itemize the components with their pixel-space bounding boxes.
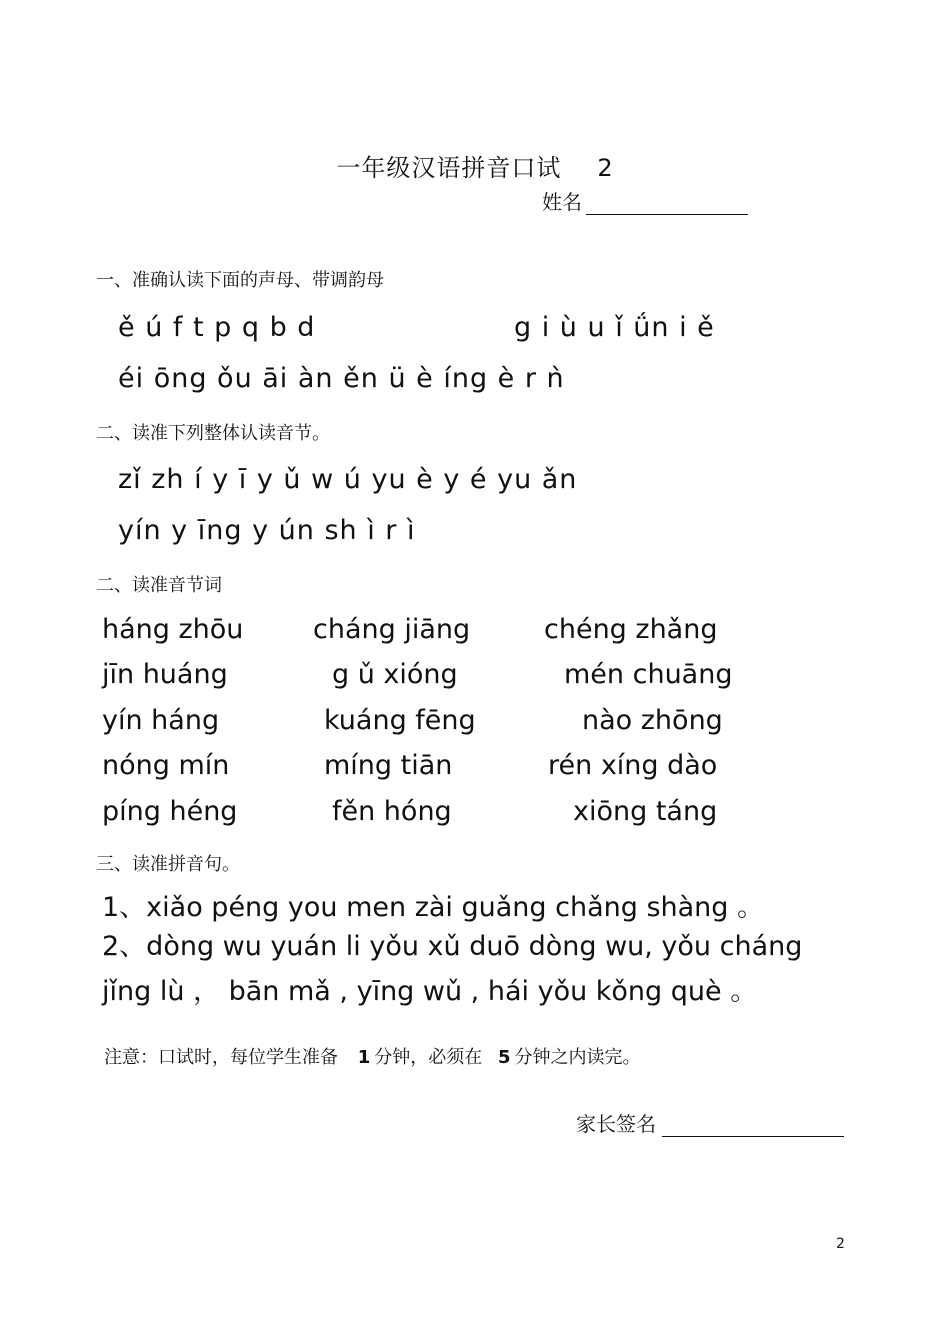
word-cell: xiōng táng [573, 796, 718, 827]
name-blank-line[interactable] [586, 194, 748, 215]
word-cell: g ǔ xióng [332, 659, 458, 690]
word-cell: kuáng fēng [324, 705, 476, 736]
word-cell: háng zhōu [102, 614, 244, 645]
word-cell: mén chuāng [564, 659, 733, 690]
section1-heading: 一、准确认读下面的声母、带调韵母 [96, 270, 384, 291]
word-cell: jīn huáng [102, 659, 228, 690]
section1-row2: éi ōng ǒu āi àn ěn ü è íng è r ǹ [118, 363, 565, 394]
sentence-2-line2: jǐng lù ， bān mǎ , yīng wǔ , hái yǒu kǒng què 。 [102, 976, 758, 1007]
instruction-note [104, 1043, 641, 1069]
section2-row1: zǐ zh í y ī y ǔ w ú yu è y é yu ǎn [118, 464, 578, 495]
name-label: 姓名 [542, 190, 582, 214]
title-text: 一年级汉语拼音口试 [336, 154, 562, 182]
parent-signature-label: 家长签名 [576, 1112, 656, 1136]
note-prefix: 注意：口试时，每位学生准备 [104, 1047, 338, 1068]
note-middle: 分钟，必须在 [374, 1047, 483, 1068]
note-minutes-prepare: 1 [357, 1047, 371, 1068]
section2-row2: yín y īng y ún sh ì r ì [118, 515, 416, 546]
parent-signature-row [576, 1108, 844, 1137]
section3-heading: 二、读准音节词 [96, 575, 222, 596]
word-cell: fěn hóng [332, 796, 452, 827]
word-cell: nào zhōng [582, 705, 723, 736]
word-cell: míng tiān [324, 750, 453, 781]
name-field-row [542, 186, 748, 215]
page-title [0, 148, 950, 183]
parent-signature-line[interactable] [662, 1116, 844, 1137]
section2-heading: 二、读准下列整体认读音节。 [96, 423, 330, 444]
word-cell: yín háng [102, 705, 220, 736]
page-number: 2 [836, 1236, 845, 1252]
word-cell: píng héng [102, 796, 238, 827]
sentence-2-line1: 2、dòng wu yuán li yǒu xǔ duō dòng wu, yǒu cháng [102, 931, 803, 962]
section1-row1-left: ě ú f t p q b d [118, 312, 316, 343]
sentence-1: 1、xiǎo péng you men zài guǎng chǎng shàng 。 [102, 892, 765, 923]
word-cell: cháng jiāng [313, 614, 471, 645]
section1-row1-right: g i ù u ǐ ǘn i ě [514, 312, 715, 343]
word-cell: rén xíng dào [548, 750, 718, 781]
note-minutes-limit: 5 [498, 1047, 511, 1068]
word-cell: nóng mín [102, 750, 230, 781]
title-number: 2 [597, 154, 614, 182]
word-cell: chéng zhǎng [544, 614, 718, 645]
section4-heading: 三、读准拼音句。 [96, 854, 240, 875]
note-suffix: 分钟之内读完。 [514, 1047, 641, 1068]
